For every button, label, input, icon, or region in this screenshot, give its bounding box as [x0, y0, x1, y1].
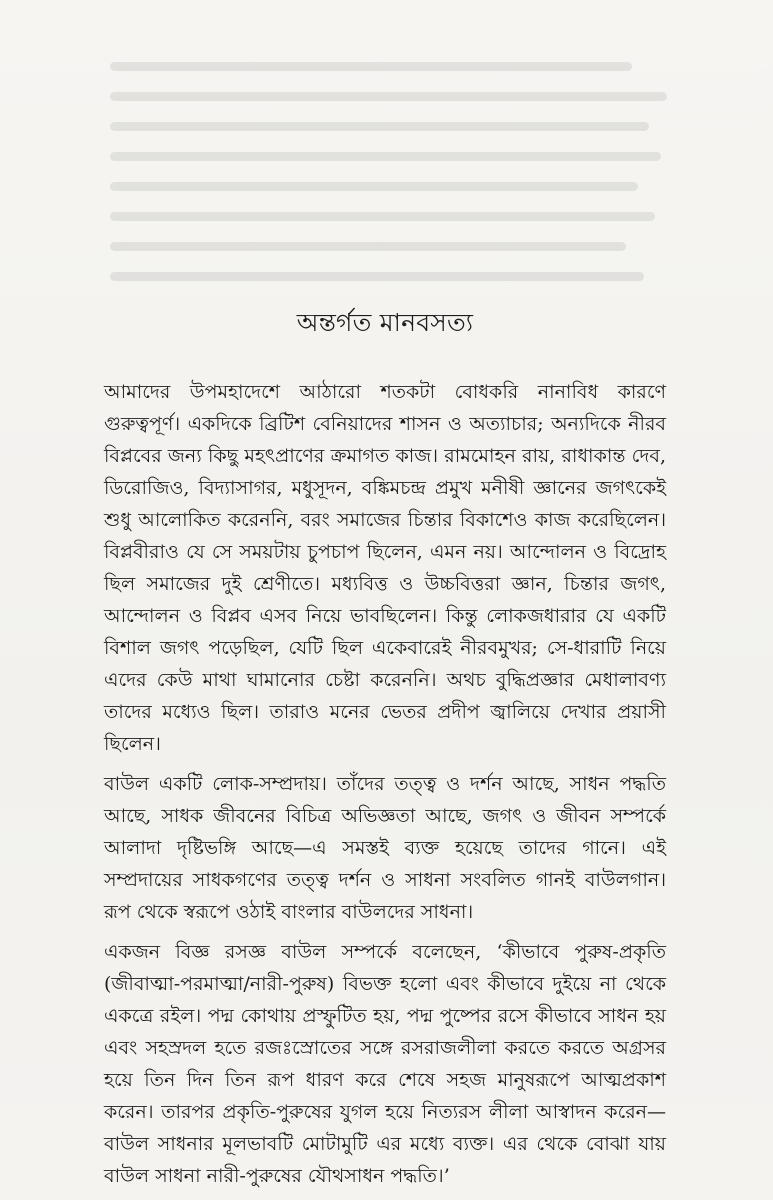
- show-through-line: [110, 212, 655, 221]
- show-through-text: [110, 62, 690, 312]
- show-through-line: [110, 152, 661, 161]
- show-through-line: [110, 272, 644, 281]
- show-through-line: [110, 122, 649, 131]
- show-through-line: [110, 242, 626, 251]
- show-through-line: [110, 92, 667, 101]
- show-through-line: [110, 182, 638, 191]
- show-through-line: [110, 62, 632, 71]
- section-title: অন্তর্গত মানবসত্য: [296, 308, 474, 337]
- paragraph-2: বাউল একটি লোক-সম্প্রদায়। তাঁদের তত্ত্ব ও দর্শন আছে, সাধন পদ্ধতি আছে, সাধক জীবনের বিচিত্র অভিজ্ঞতা আছে, জগৎ ও জীবন সম্পর্কে আলাদা দৃষ্টিভঙ্গি আছে—এ সমস্তই ব্যক্ত হয়েছে তাদের গানে। এই সম্প্রদায়ের সাধকগণের তত্ত্ব দর্শন ও সাধনা সংবলিত গানই বাউলগান। রূপ থেকে স্বরূপে ওঠাই বাংলার বাউলদের সাধনা।: [104, 773, 666, 923]
- paragraph-3: একজন বিজ্ঞ রসজ্ঞ বাউল সম্পর্কে বলেছেন, ‘কীভাবে পুরুষ-প্রকৃতি (জীবাত্মা-পরমাত্মা/নারী-পুরুষ) বিভক্ত হলো এবং কীভাবে দুইয়ে না থেকে একত্রে রইল। পদ্ম কোথায় প্রস্ফুটিত হয়, পদ্ম পুষ্পের রসে কীভাবে সাধন হয় এবং সহস্রদল হতে রজঃস্রোতের সঙ্গে রসরাজলীলা করতে করতে অগ্রসর হয়ে তিন দিন তিন রূপ ধারণ করে শেষে সহজ মানুষরূপে আত্মপ্রকাশ করেন। তারপর প্রকৃতি-পুরুষের যুগল হয়ে নিত্যরস লীলা আস্বাদন করেন—বাউল সাধনার মূলভাবটি মোটামুটি এর মধ্যে ব্যক্ত। এর থেকে বোঝা যায় বাউল সাধনা নারী-পুরুষের যৌথসাধন পদ্ধতি।’: [104, 941, 666, 1187]
- paragraph-1: আমাদের উপমহাদেশে আঠারো শতকটা বোধকরি নানাবিধ কারণে গুরুত্বপূর্ণ। একদিকে ব্রিটিশ বেনিয়াদের শাসন ও অত্যাচার; অন্যদিকে নীরব বিপ্লবের জন্য কিছু মহৎপ্রাণের ক্রমাগত কাজ। রামমোহন রায়, রাধাকান্ত দেব, ডিরোজিও, বিদ্যাসাগর, মধুসূদন, বঙ্কিমচন্দ্র প্রমুখ মনীষী জ্ঞানের জগৎকেই শুধু আলোকিত করেননি, বরং সমাজের চিন্তার বিকাশেও কাজ করেছিলেন। বিপ্লবীরাও যে সে সময়টায় চুপচাপ ছিলেন, এমন নয়। আন্দোলন ও বিদ্রোহ ছিল সমাজের দুই শ্রেণীতে। মধ্যবিত্ত ও উচ্চবিত্তরা জ্ঞান, চিন্তার জগৎ, আন্দোলন ও বিপ্লব এসব নিয়ে ভাবছিলেন। কিন্তু লোকজধারার যে একটি বিশাল জগৎ পড়েছিল, যেটি ছিল একেবারেই নীরবমুখর; সে-ধারাটি নিয়ে এদের কেউ মাথা ঘামানোর চেষ্টা করেননি। অথচ বুদ্ধিপ্রজ্ঞার মেধালাবণ্য তাদের মধ্যেও ছিল। তারাও মনের ভেতর প্রদীপ জ্বালিয়ে দেখার প্রয়াসী ছিলেন।: [104, 381, 666, 755]
- page-content: [104, 308, 666, 1200]
